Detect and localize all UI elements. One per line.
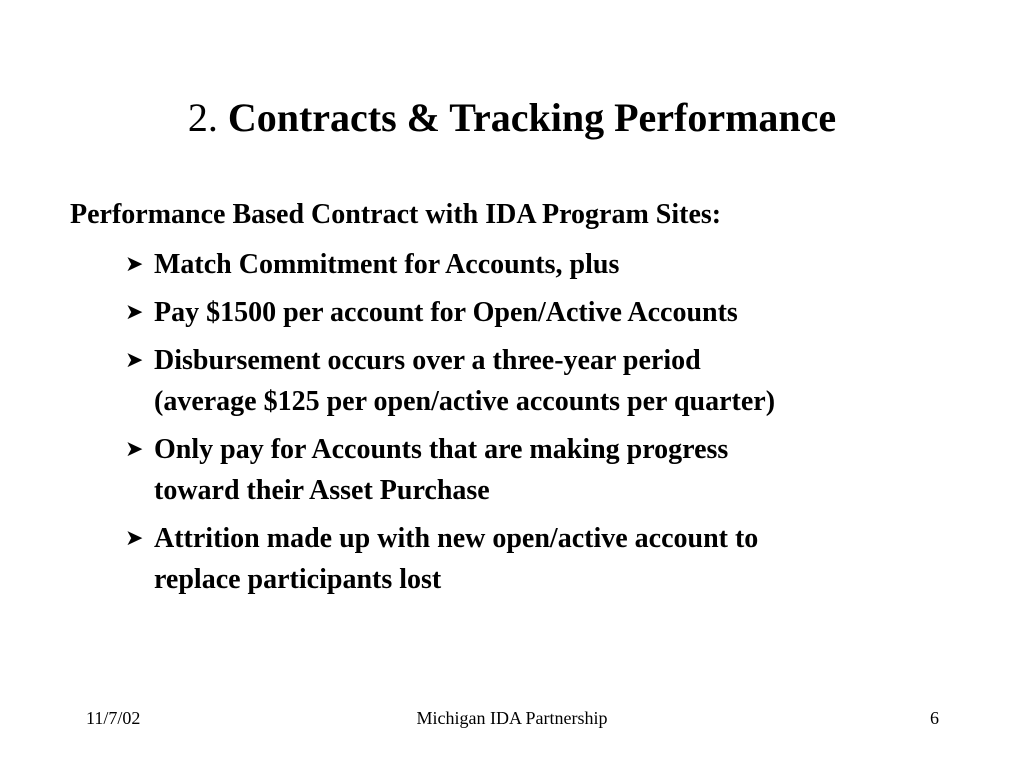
bullet-text-line: (average $125 per open/active accounts per quarter): [154, 386, 776, 417]
footer-organization: Michigan IDA Partnership: [416, 708, 608, 728]
lead-heading: Performance Based Contract with IDA Program Sites:: [70, 199, 722, 230]
footer-page-number: 6: [930, 708, 939, 728]
bullet-text-line: Only pay for Accounts that are making progress: [154, 434, 729, 465]
bullet-text-line: Attrition made up with new open/active account to: [154, 523, 759, 554]
bullet-text-line: replace participants lost: [154, 564, 442, 595]
slide-title: [0, 92, 1024, 144]
bullet-text-line: toward their Asset Purchase: [154, 475, 490, 506]
arrow-bullet-icon: ➤: [125, 300, 144, 325]
arrow-bullet-icon: ➤: [125, 252, 144, 277]
bullet-item: [70, 244, 970, 285]
bullet-text-line: Match Commitment for Accounts, plus: [154, 249, 620, 280]
bullet-item: [70, 292, 970, 333]
slide-title-number: 2.: [187, 95, 218, 140]
bullet-item: [70, 429, 970, 511]
arrow-bullet-icon: ➤: [125, 526, 144, 551]
footer-date: 11/7/02: [86, 708, 141, 728]
slide-title-text: Contracts & Tracking Performance: [227, 95, 837, 140]
bullet-item: [70, 340, 970, 422]
bullet-text-line: Disbursement occurs over a three-year period: [154, 345, 701, 376]
arrow-bullet-icon: ➤: [125, 348, 144, 373]
slide-body: [70, 196, 970, 600]
bullet-text-line: Pay $1500 per account for Open/Active Accounts: [154, 297, 738, 328]
bullet-list: [70, 244, 970, 600]
arrow-bullet-icon: ➤: [125, 437, 144, 462]
bullet-item: [70, 518, 970, 600]
